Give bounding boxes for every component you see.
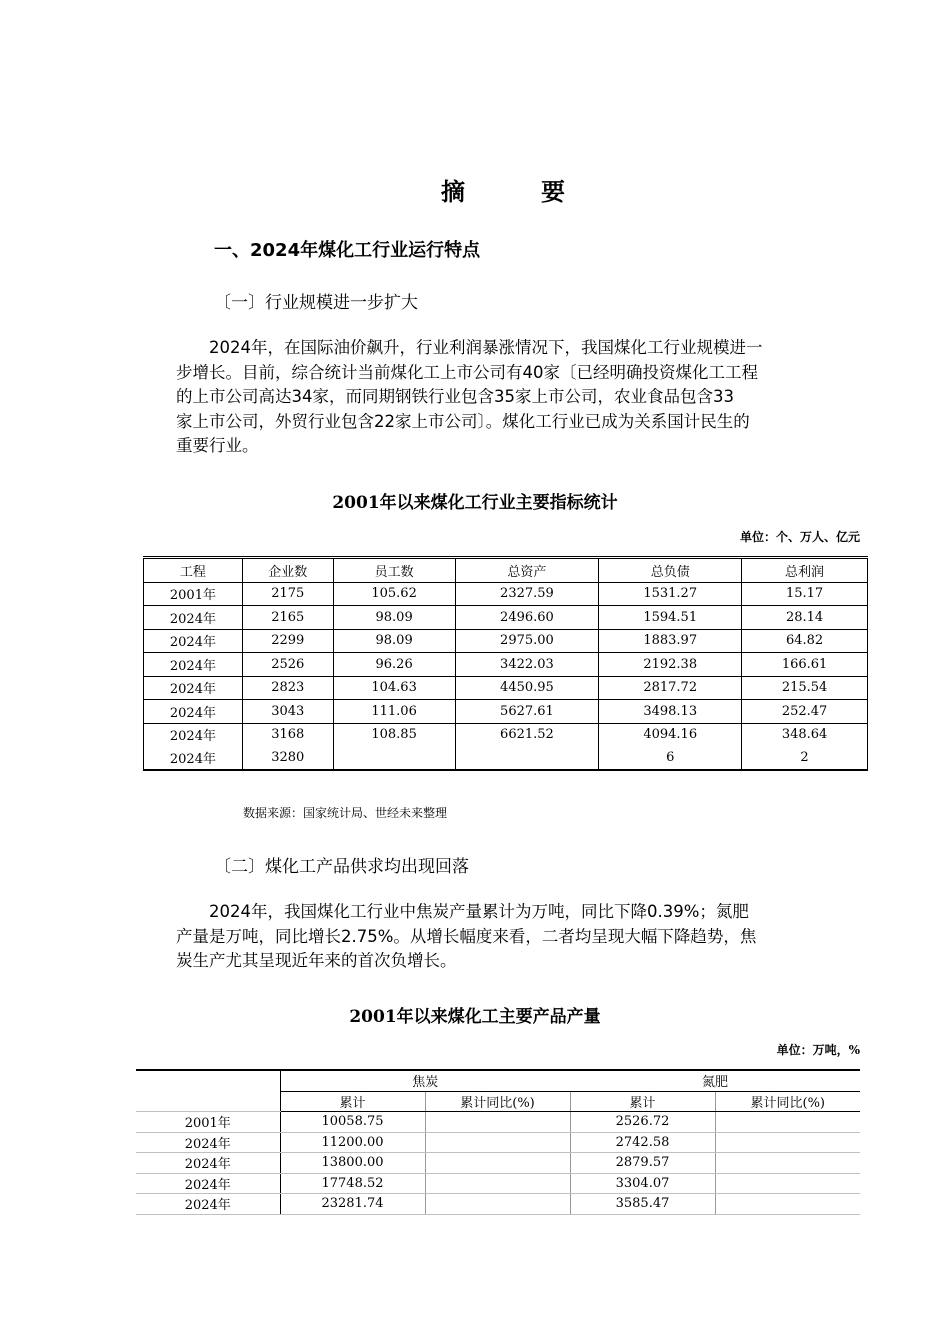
table-cell: 2299 xyxy=(242,629,333,653)
table-cell: 2024年 xyxy=(144,653,243,677)
paragraph-line: 重要行业。 xyxy=(176,436,259,455)
table-cell: 2001年 xyxy=(136,1112,280,1133)
header-cell: 总利润 xyxy=(742,558,868,583)
table-cell: 1883.97 xyxy=(599,629,742,653)
table-row xyxy=(144,606,868,630)
indicator-table xyxy=(143,556,868,771)
table-cell: 104.63 xyxy=(333,676,455,700)
table-sub-header-row xyxy=(136,1091,860,1112)
subsection-heading-2: 〔二〕煤化工产品供求均出现回落 xyxy=(214,857,469,877)
table-row xyxy=(136,1173,860,1194)
table-cell: 2024年 xyxy=(136,1153,280,1174)
table-cell: 1594.51 xyxy=(599,606,742,630)
table-cell: 3280 xyxy=(242,746,333,770)
table-row xyxy=(144,653,868,677)
header-cell xyxy=(136,1070,280,1091)
table-row xyxy=(144,746,868,770)
table-row xyxy=(144,723,868,746)
header-cell: 累计同比(%) xyxy=(425,1091,570,1112)
table-cell xyxy=(425,1132,570,1153)
header-cell xyxy=(136,1091,280,1112)
header-cell: 总资产 xyxy=(455,558,599,583)
table2-title: 2001年以来煤化工主要产品产量 xyxy=(349,1007,601,1027)
table-cell: 348.64 xyxy=(742,723,868,746)
page-title: 摘 要 xyxy=(441,178,591,206)
table-cell: 6621.52 xyxy=(455,723,599,746)
table1-title: 2001年以来煤化工行业主要指标统计 xyxy=(332,493,618,513)
table-row xyxy=(136,1132,860,1153)
table-cell: 166.61 xyxy=(742,653,868,677)
table-cell: 3043 xyxy=(242,700,333,724)
header-cell: 累计同比(%) xyxy=(715,1091,860,1112)
table-cell: 98.09 xyxy=(333,606,455,630)
table-cell xyxy=(715,1173,860,1194)
table-header-row xyxy=(144,558,868,583)
group-header-fertilizer: 氮肥 xyxy=(570,1070,860,1091)
table-cell: 5627.61 xyxy=(455,700,599,724)
table1-source: 数据来源：国家统计局、世经未来整理 xyxy=(243,806,448,820)
table-cell: 252.47 xyxy=(742,700,868,724)
table-row xyxy=(144,676,868,700)
subsection-heading-1: 〔一〕行业规模进一步扩大 xyxy=(214,293,418,313)
table-cell xyxy=(333,746,455,770)
table-cell: 2024年 xyxy=(136,1194,280,1215)
table-cell: 2742.58 xyxy=(570,1132,715,1153)
paragraph-1 xyxy=(176,336,862,459)
table-cell: 2024年 xyxy=(136,1173,280,1194)
table-cell: 2024年 xyxy=(144,676,243,700)
table-cell: 3422.03 xyxy=(455,653,599,677)
paragraph-line: 步增长。目前，综合统计当前煤化工上市公司有40家〔已经明确投资煤化工工程 xyxy=(176,362,758,382)
paragraph-line: 2024年，我国煤化工行业中焦炭产量累计为万吨，同比下降0.39%；氮肥 xyxy=(176,902,749,921)
table-cell: 10058.75 xyxy=(280,1112,425,1133)
table-cell xyxy=(425,1194,570,1215)
table-cell: 2526 xyxy=(242,653,333,677)
table-cell: 2879.57 xyxy=(570,1153,715,1174)
table-cell: 3168 xyxy=(242,723,333,746)
paragraph-line: 炭生产尤其呈现近年来的首次负增长。 xyxy=(176,951,457,970)
table-cell: 17748.52 xyxy=(280,1173,425,1194)
table-cell: 11200.00 xyxy=(280,1132,425,1153)
table-cell: 215.54 xyxy=(742,676,868,700)
table-cell: 13800.00 xyxy=(280,1153,425,1174)
header-cell: 企业数 xyxy=(242,558,333,583)
table-cell: 23281.74 xyxy=(280,1194,425,1215)
table-cell: 3304.07 xyxy=(570,1173,715,1194)
table-cell: 28.14 xyxy=(742,606,868,630)
table-cell: 2001年 xyxy=(144,582,243,606)
table-cell: 2823 xyxy=(242,676,333,700)
table-cell: 2526.72 xyxy=(570,1112,715,1133)
table-cell: 105.62 xyxy=(333,582,455,606)
table-row xyxy=(136,1112,860,1133)
header-cell: 累计 xyxy=(570,1091,715,1112)
table1-unit: 单位：个、万人、亿元 xyxy=(739,530,860,544)
table-cell: 2024年 xyxy=(144,700,243,724)
table-cell xyxy=(715,1132,860,1153)
table-cell: 2496.60 xyxy=(455,606,599,630)
table-cell: 108.85 xyxy=(333,723,455,746)
product-output-table xyxy=(136,1069,860,1215)
paragraph-line: 的上市公司高达34家，而同期钢铁行业包含35家上市公司，农业食品包含33 xyxy=(176,387,734,406)
table-cell xyxy=(425,1112,570,1133)
table-row xyxy=(136,1194,860,1215)
table-group-header-row xyxy=(136,1070,860,1091)
table-cell xyxy=(425,1153,570,1174)
paragraph-2 xyxy=(176,900,862,974)
table-cell: 2 xyxy=(742,746,868,770)
header-cell: 总负债 xyxy=(599,558,742,583)
table-cell: 6 xyxy=(599,746,742,770)
table-cell: 98.09 xyxy=(333,629,455,653)
table-cell: 3498.13 xyxy=(599,700,742,724)
table-cell: 2192.38 xyxy=(599,653,742,677)
table-cell: 2975.00 xyxy=(455,629,599,653)
table-cell: 15.17 xyxy=(742,582,868,606)
table-cell xyxy=(715,1153,860,1174)
header-cell: 工程 xyxy=(144,558,243,583)
table-row xyxy=(144,629,868,653)
table-cell: 2024年 xyxy=(136,1132,280,1153)
table2-unit: 单位：万吨，% xyxy=(776,1043,860,1057)
table-cell xyxy=(715,1112,860,1133)
table-cell xyxy=(715,1194,860,1215)
header-cell: 累计 xyxy=(280,1091,425,1112)
table-cell: 2175 xyxy=(242,582,333,606)
table-cell: 2817.72 xyxy=(599,676,742,700)
table-cell: 2327.59 xyxy=(455,582,599,606)
table-cell xyxy=(425,1173,570,1194)
table-cell: 2165 xyxy=(242,606,333,630)
table-cell: 2024年 xyxy=(144,629,243,653)
table-row xyxy=(144,582,868,606)
paragraph-line: 2024年，在国际油价飙升，行业利润暴涨情况下，我国煤化工行业规模进一 xyxy=(176,338,763,357)
section-heading: 一、2024年煤化工行业运行特点 xyxy=(214,240,481,261)
table-cell xyxy=(455,746,599,770)
paragraph-line: 产量是万吨，同比增长2.75%。从增长幅度来看，二者均呈现大幅下降趋势，焦 xyxy=(176,926,757,946)
paragraph-line: 家上市公司，外贸行业包含22家上市公司〕。煤化工行业已成为关系国计民生的 xyxy=(176,411,750,431)
header-cell: 员工数 xyxy=(333,558,455,583)
table-cell: 2024年 xyxy=(144,723,243,746)
table-row xyxy=(144,700,868,724)
table-cell: 2024年 xyxy=(144,746,243,770)
group-header-coke: 焦炭 xyxy=(280,1070,570,1091)
table-cell: 1531.27 xyxy=(599,582,742,606)
table-cell: 64.82 xyxy=(742,629,868,653)
table-cell: 111.06 xyxy=(333,700,455,724)
table-row xyxy=(136,1153,860,1174)
table-cell: 4094.16 xyxy=(599,723,742,746)
table-cell: 3585.47 xyxy=(570,1194,715,1215)
table-cell: 4450.95 xyxy=(455,676,599,700)
table-cell: 2024年 xyxy=(144,606,243,630)
table-cell: 96.26 xyxy=(333,653,455,677)
